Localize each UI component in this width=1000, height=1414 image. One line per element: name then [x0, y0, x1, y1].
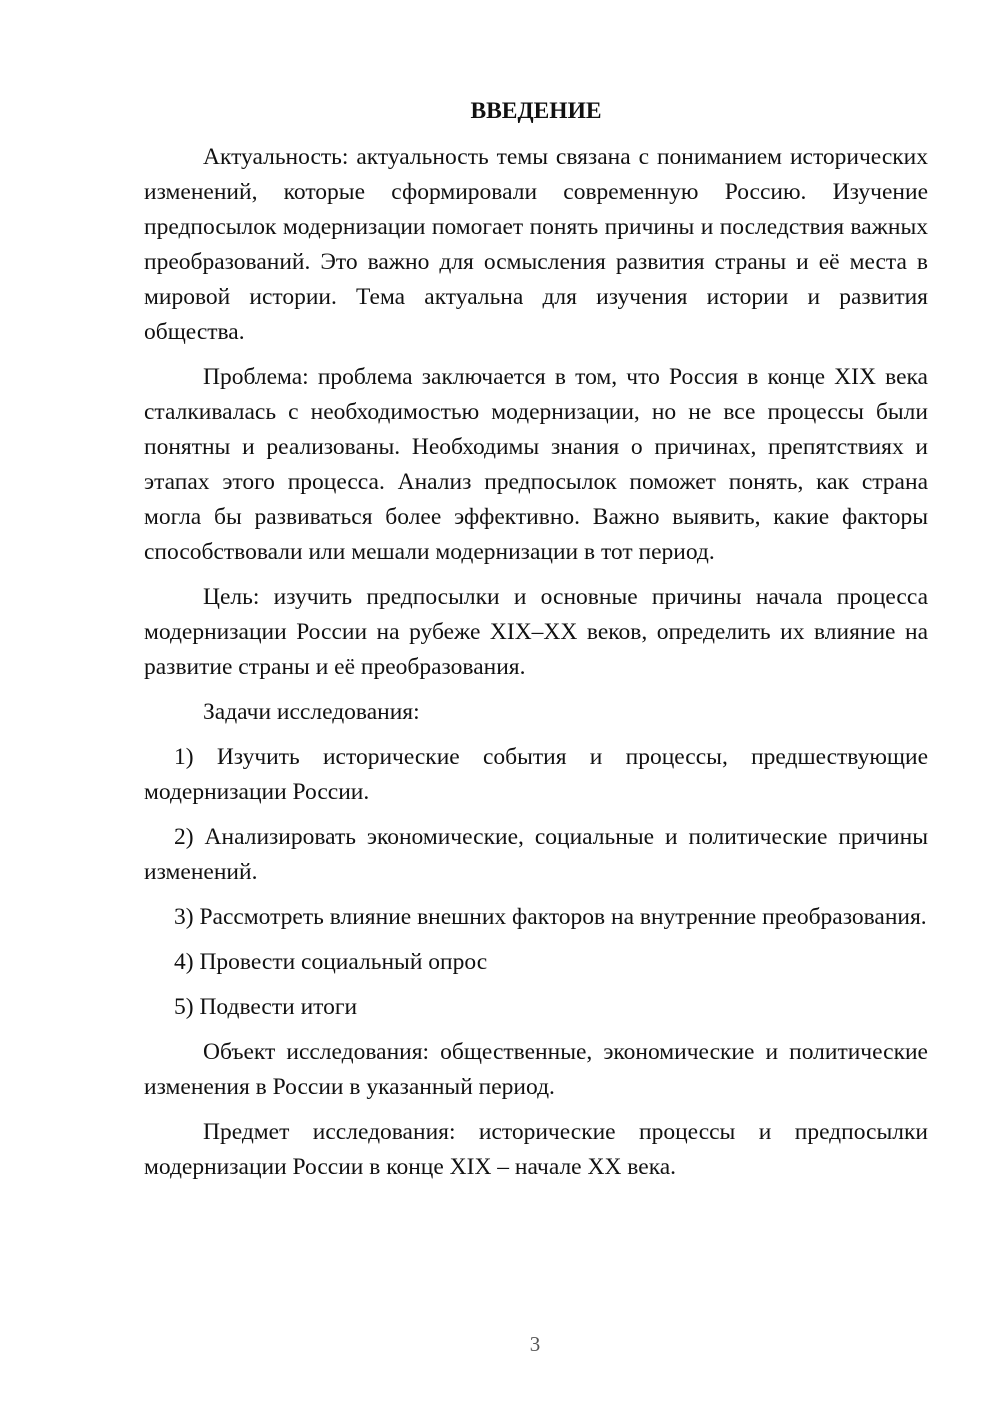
task-item-4: 4) Провести социальный опрос	[174, 949, 488, 975]
subject-paragraph: Предмет исследования: исторические процессы и предпосылки модернизации России в конце XIX – начале XX века.	[144, 1119, 928, 1180]
problem-paragraph: Проблема: проблема заключается в том, что Россия в конце XIX века сталкивалась с необходимостью модернизации, но не все процессы были понятны и реализованы. Необходимы знания о причинах, препятствиях и этапах этого процесса. Анализ предпосылок поможет понять, как страна могла бы развиваться более эффективно. Важно выявить, какие факторы способствовали или мешали модернизации в тот период.	[144, 364, 928, 565]
object-paragraph: Объект исследования: общественные, экономические и политические изменения в России в указанный период.	[144, 1039, 928, 1100]
task-item-3: 3) Рассмотреть влияние внешних факторов на внутренние преобразования.	[174, 904, 927, 930]
relevance-paragraph: Актуальность: актуальность темы связана с пониманием исторических изменений, которые сформировали современную Россию. Изучение предпосылок модернизации помогает понять причины и последствия важных преобразований. Это важно для осмысления развития страны и её места в мировой истории. Тема актуальна для изучения истории и развития общества.	[144, 144, 928, 345]
task-item-5: 5) Подвести итоги	[174, 994, 358, 1020]
task-item-1: 1) Изучить исторические события и процессы, предшествующие модернизации России.	[144, 744, 928, 805]
task-item-2: 2) Анализировать экономические, социальные и политические причины изменений.	[144, 824, 928, 885]
document-body	[144, 94, 928, 1195]
section-heading: ВВЕДЕНИЕ	[470, 98, 602, 124]
page-number: 3	[529, 1332, 541, 1356]
tasks-heading: Задачи исследования:	[203, 699, 420, 725]
goal-paragraph: Цель: изучить предпосылки и основные причины начала процесса модернизации России на рубеже XIX–XX веков, определить их влияние на развитие страны и её преобразования.	[144, 584, 928, 680]
